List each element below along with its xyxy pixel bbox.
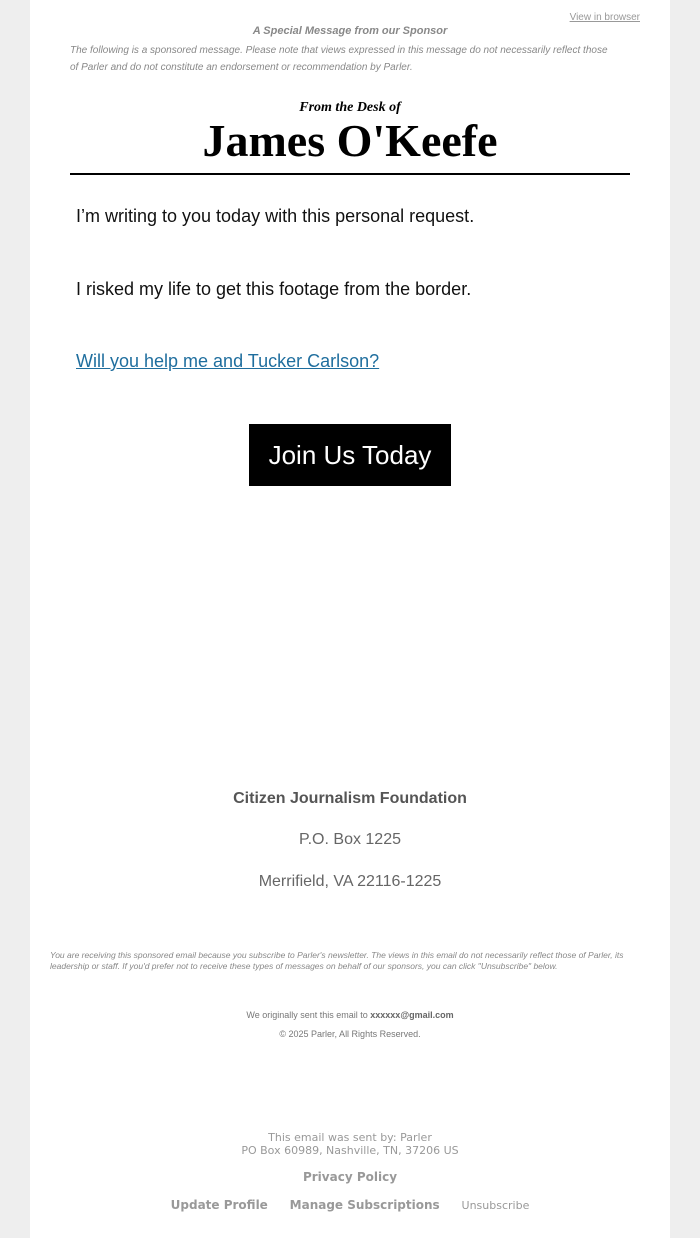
letter-paragraph-1: I’m writing to you today with this personal request.: [76, 206, 475, 226]
letter-paragraph-2: I risked my life to get this footage from the border.: [76, 279, 472, 299]
manage-subscriptions-link[interactable]: Manage Subscriptions: [289, 1198, 440, 1212]
update-profile-link[interactable]: Update Profile: [170, 1198, 268, 1212]
sponsor-po-box: P.O. Box 1225: [299, 831, 401, 848]
email-card: [30, 0, 670, 1238]
join-us-button[interactable]: Join Us Today: [249, 424, 451, 486]
receiving-notice: You are receiving this sponsored email because you subscribe to Parler's newsletter. The views in this email do not necessarily reflect those of Parler, its leadership or staff. If you'd prefer not to receive these types of messages on behalf of our sponsors, you can click "Unsubscribe" below.: [50, 950, 624, 971]
recipient-email: xxxxxx@gmail.com: [370, 1010, 454, 1020]
footer-links: [30, 1198, 670, 1212]
privacy-policy-link[interactable]: Privacy Policy: [302, 1170, 398, 1184]
sponsor-organization: Citizen Journalism Foundation: [233, 790, 467, 807]
unsubscribe-link[interactable]: Unsubscribe: [461, 1199, 530, 1212]
sent-by-line: This email was sent by: Parler: [268, 1131, 432, 1144]
from-desk-label: From the Desk of: [299, 100, 401, 115]
sent-by-block: [30, 1131, 670, 1157]
header-divider: [70, 173, 630, 175]
help-link[interactable]: Will you help me and Tucker Carlson?: [76, 351, 380, 371]
sponsor-city: Merrifield, VA 22116-1225: [258, 873, 442, 890]
sponsor-disclaimer: The following is a sponsored message. Please note that views expressed in this message do not necessarily reflect those of Parler and do not constitute an endorsement or recommendation by Parler.: [70, 45, 608, 73]
view-in-browser-link[interactable]: View in browser: [569, 12, 640, 23]
copyright-line: © 2025 Parler, All Rights Reserved.: [279, 1029, 421, 1039]
sender-address: PO Box 60989, Nashville, TN, 37206 US: [241, 1144, 459, 1157]
sponsor-heading: A Special Message from our Sponsor: [252, 25, 448, 37]
author-name: James O'Keefe: [202, 115, 498, 166]
sent-to-prefix: We originally sent this email to: [246, 1010, 371, 1020]
sent-to-line: [30, 1010, 670, 1020]
